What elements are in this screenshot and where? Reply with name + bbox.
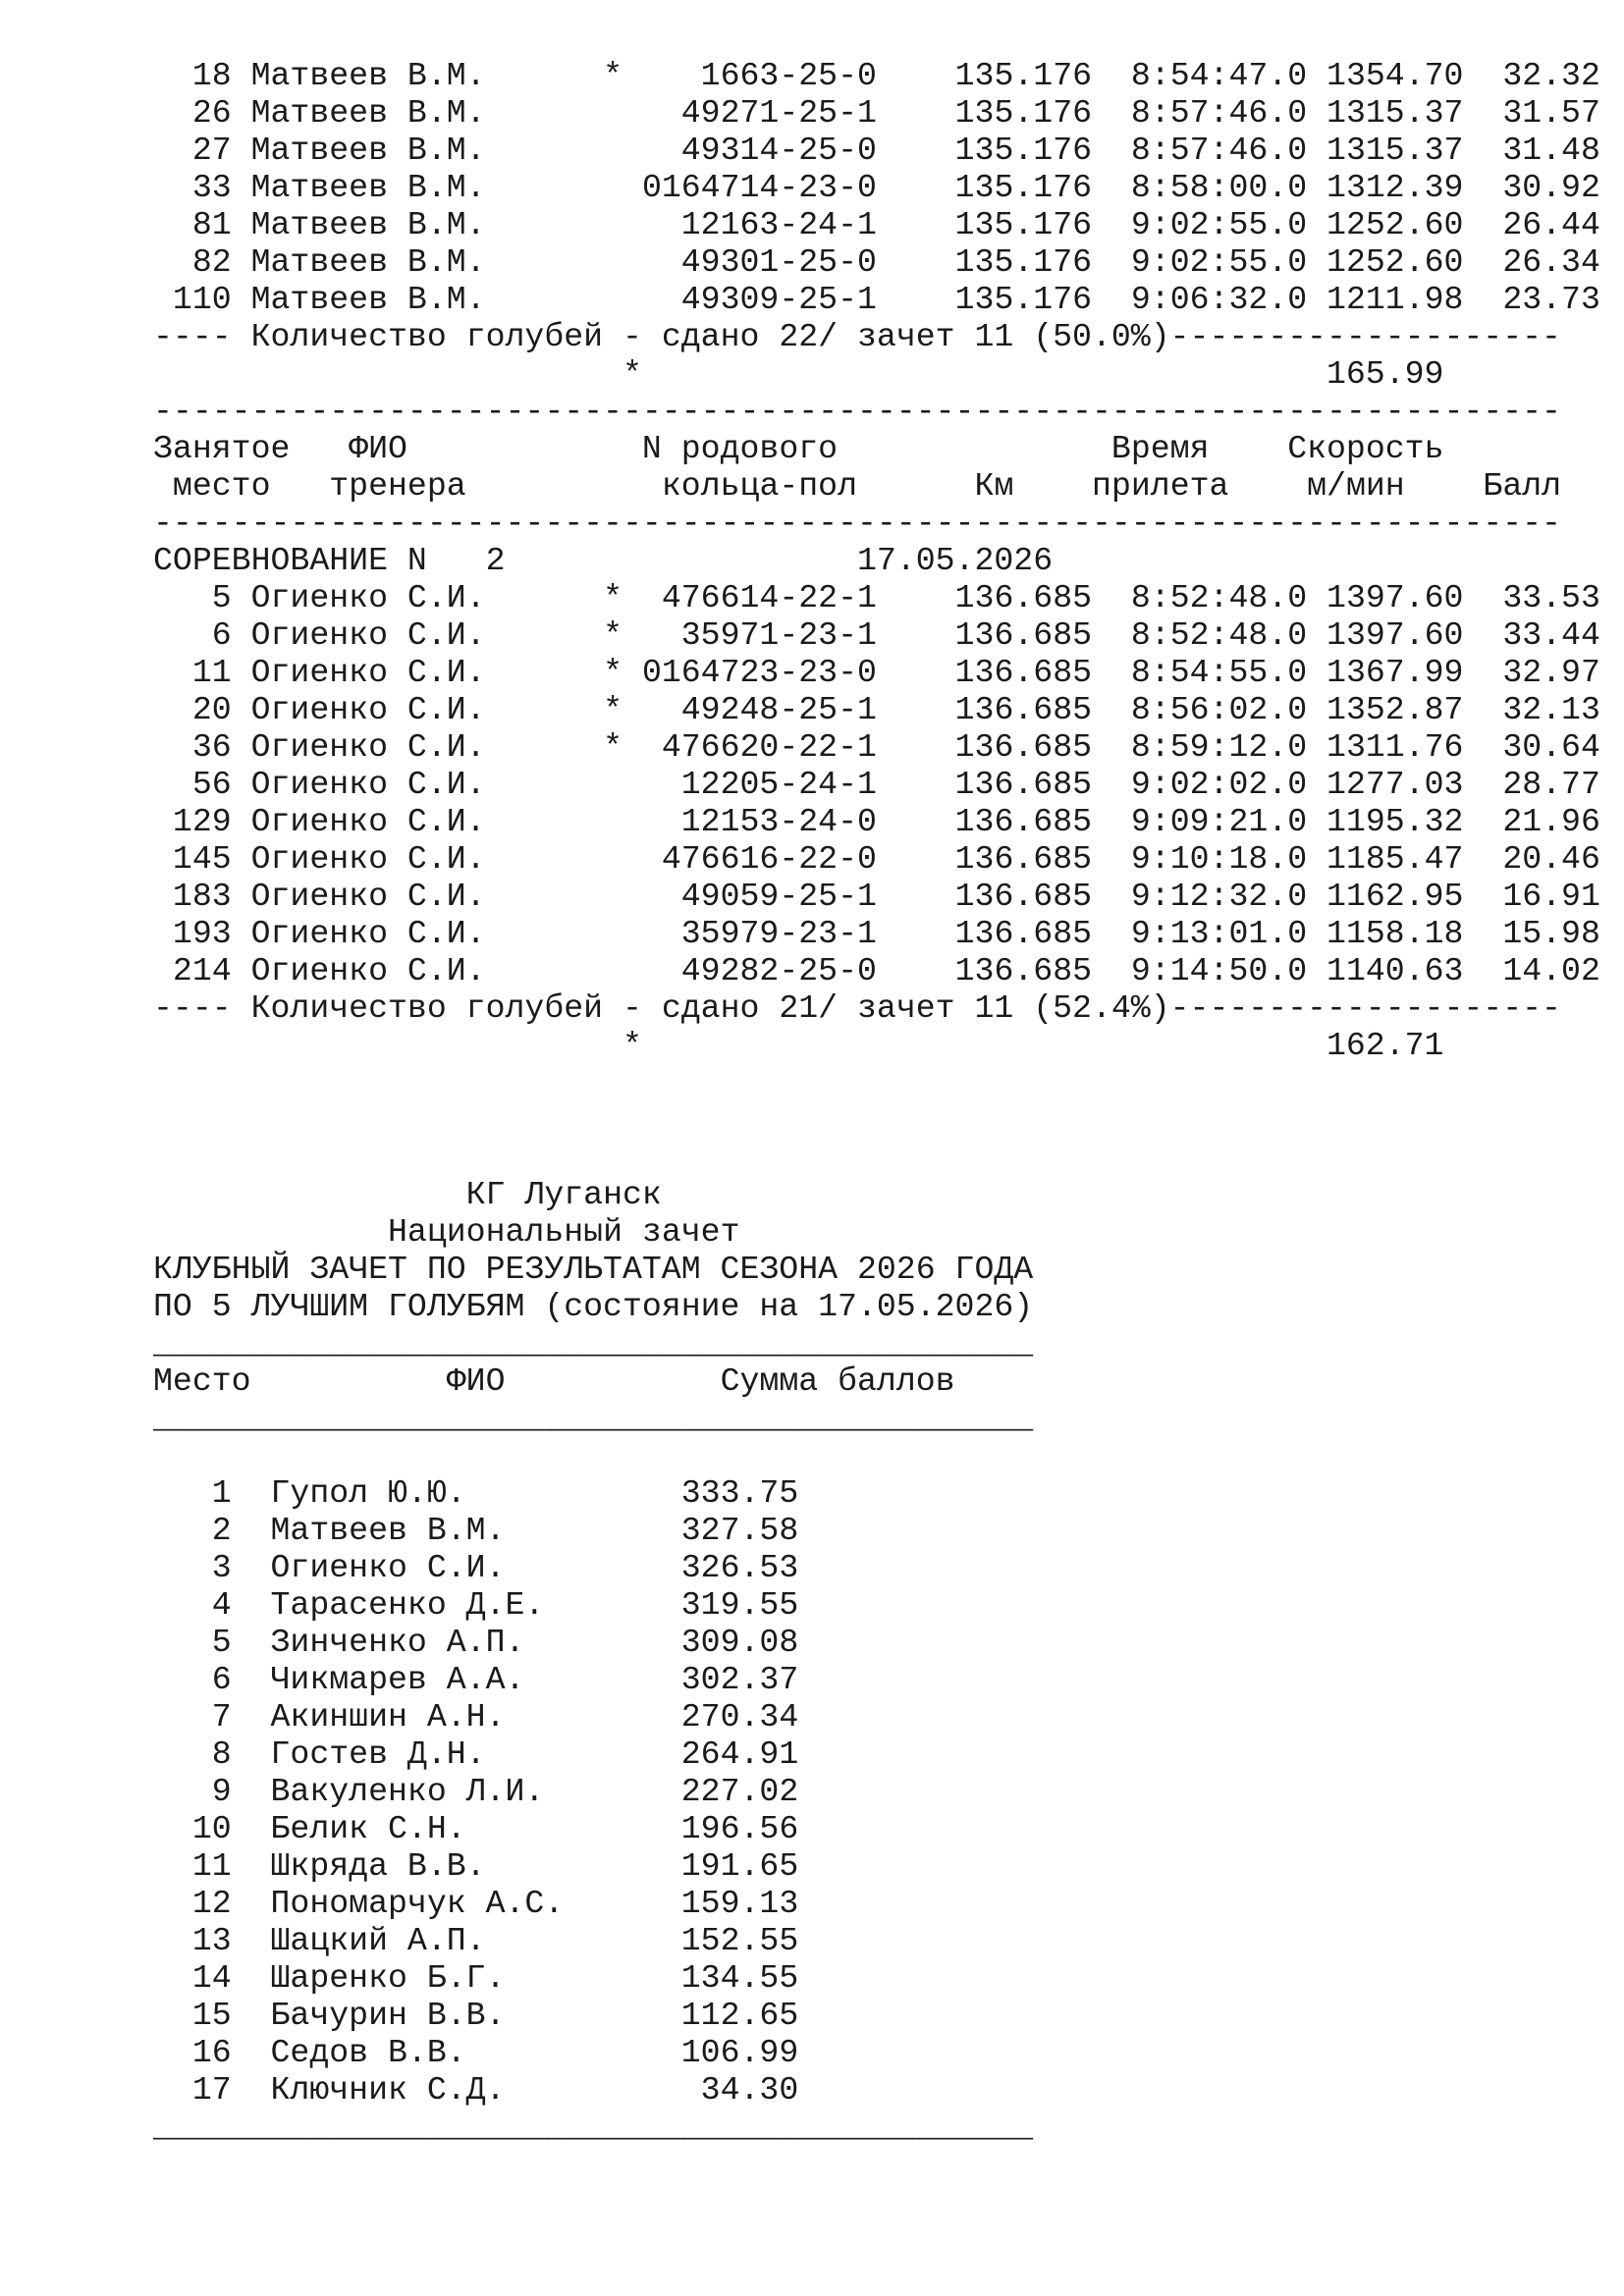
col-arrival-header: прилета (1092, 467, 1229, 505)
result-row: 82 Матвеев В.М. 49301-25-0 135.176 9:02:55.0 1252.60 26.34 (153, 243, 1600, 281)
standings-row: 6 Чикмарев А.А. 302.37 (153, 1661, 799, 1698)
divider: _____________________________________________ (153, 1400, 1034, 1437)
results-document (153, 57, 1600, 2146)
result-row: 129 Огиенко С.И. 12153-24-0 136.685 9:09:21.0 1195.32 21.96 (153, 803, 1600, 840)
result-row: 26 Матвеев В.М. 49271-25-1 135.176 8:57:46.0 1315.37 31.57 (153, 94, 1600, 132)
result-row: 110 Матвеев В.М. 49309-25-1 135.176 9:06:32.0 1211.98 23.73 (153, 281, 1600, 318)
result-row: 193 Огиенко С.И. 35979-23-1 136.685 9:13:01.0 1158.18 15.98 (153, 915, 1600, 952)
col-speed-header: Скорость (1287, 430, 1444, 467)
col-ring-header2: кольца-пол (661, 467, 858, 505)
result-row: 183 Огиенко С.И. 49059-25-1 136.685 9:12:32.0 1162.95 16.91 (153, 878, 1600, 915)
standings-row: 3 Огиенко С.И. 326.53 (153, 1549, 799, 1586)
col-name-header: ФИО (446, 1362, 506, 1400)
total-line: * 162.71 (622, 1027, 1444, 1064)
col-trainer-header2: тренера (329, 467, 466, 505)
result-row: 56 Огиенко С.И. 12205-24-1 136.685 9:02:02.0 1277.03 28.77 (153, 766, 1600, 803)
standings-header (153, 1362, 1600, 1400)
competition-title: СОРЕВНОВАНИЕ N 2 17.05.2026 (153, 542, 1054, 579)
result-row: 20 Огиенко С.И. * 49248-25-1 136.685 8:56:02.0 1352.87 32.13 (153, 691, 1600, 728)
standings-row: 16 Седов В.В. 106.99 (153, 2034, 799, 2071)
summary-line: ---- Количество голубей - сдано 21/ зачет 11 (52.4%)-------------------- (153, 989, 1561, 1027)
col-place-header: Место (153, 1362, 251, 1400)
standings-row: 9 Вакуленко Л.И. 227.02 (153, 1773, 799, 1810)
col-ring-header: N родового (641, 430, 839, 467)
result-row: 145 Огиенко С.И. 476616-22-0 136.685 9:10:18.0 1185.47 20.46 (153, 840, 1600, 878)
result-row: 5 Огиенко С.И. * 476614-22-1 136.685 8:52:48.0 1397.60 33.53 (153, 579, 1600, 616)
club-title: КГ Луганск (465, 1176, 662, 1213)
section2-table (153, 542, 1600, 1064)
standings-row: 13 Шацкий А.П. 152.55 (153, 1922, 799, 1959)
standings-row: 7 Акиншин А.Н. 270.34 (153, 1698, 799, 1735)
col-place-header2: место (172, 467, 271, 505)
col-trainer-header: ФИО (349, 430, 407, 467)
col-place-header: Занятое (153, 430, 291, 467)
divider: ------------------------------------------------------------------------ (153, 505, 1561, 542)
result-row: 33 Матвеев В.М. 0164714-23-0 135.176 8:58:00.0 1312.39 30.92 (153, 169, 1600, 206)
competition-date: 17.05.2026 (856, 542, 1054, 579)
divider: _____________________________________________ (153, 2109, 1034, 2146)
result-row: 81 Матвеев В.М. 12163-24-1 135.176 9:02:55.0 1252.60 26.44 (153, 206, 1600, 243)
standings-row: 11 Шкряда В.В. 191.65 (153, 1847, 799, 1885)
col-time-header: Время (1110, 430, 1210, 467)
standings-row: 12 Пономарчук А.С. 159.13 (153, 1885, 799, 1922)
col-sum-header: Сумма баллов (720, 1362, 955, 1400)
standings-row: 8 Гостев Д.Н. 264.91 (153, 1735, 799, 1773)
divider: _____________________________________________ (153, 1325, 1034, 1362)
result-row: 27 Матвеев В.М. 49314-25-0 135.176 8:57:46.0 1315.37 31.48 (153, 132, 1600, 169)
standings-subtitle: Национальный зачет (388, 1213, 740, 1251)
standings-row: 14 Шаренко Б.Г. 134.55 (153, 1959, 799, 1997)
col-km-header: Км (974, 467, 1014, 505)
result-row: 6 Огиенко С.И. * 35971-23-1 136.685 8:52:48.0 1397.60 33.44 (153, 616, 1600, 654)
col-score-header: Балл (1483, 467, 1562, 505)
col-speed-unit-header: м/мин (1307, 467, 1405, 505)
column-header (153, 430, 1600, 505)
standings-row: 15 Бачурин В.В. 112.65 (153, 1997, 799, 2034)
standings-row: 17 Ключник С.Д. 34.30 (153, 2071, 799, 2109)
standings-heading-date: ПО 5 ЛУЧШИМ ГОЛУБЯМ (состояние на 17.05.2026) (153, 1288, 1034, 1325)
result-row: 214 Огиенко С.И. 49282-25-0 136.685 9:14:50.0 1140.63 14.02 (153, 952, 1600, 989)
standings-heading: КЛУБНЫЙ ЗАЧЕТ ПО РЕЗУЛЬТАТАМ СЕЗОНА 2026 ГОДА (153, 1251, 1034, 1288)
result-row: 36 Огиенко С.И. * 476620-22-1 136.685 8:59:12.0 1311.76 30.64 (153, 728, 1600, 766)
result-row: 18 Матвеев В.М. * 1663-25-0 135.176 8:54:47.0 1354.70 32.32 (153, 57, 1600, 94)
section1-table (153, 57, 1600, 393)
result-row: 11 Огиенко С.И. * 0164723-23-0 136.685 8:54:55.0 1367.99 32.97 (153, 654, 1600, 691)
standings-row: 1 Гупол Ю.Ю. 333.75 (153, 1474, 799, 1512)
standings-row: 5 Зинченко А.П. 309.08 (153, 1624, 799, 1661)
total-line: * 165.99 (622, 355, 1444, 393)
summary-line: ---- Количество голубей - сдано 22/ зачет 11 (50.0%)-------------------- (153, 318, 1561, 355)
divider: ------------------------------------------------------------------------ (153, 393, 1561, 430)
club-standings (153, 1176, 1600, 2146)
standings-row: 4 Тарасенко Д.Е. 319.55 (153, 1586, 799, 1624)
standings-row: 10 Белик С.Н. 196.56 (153, 1810, 799, 1847)
standings-row: 2 Матвеев В.М. 327.58 (153, 1512, 799, 1549)
